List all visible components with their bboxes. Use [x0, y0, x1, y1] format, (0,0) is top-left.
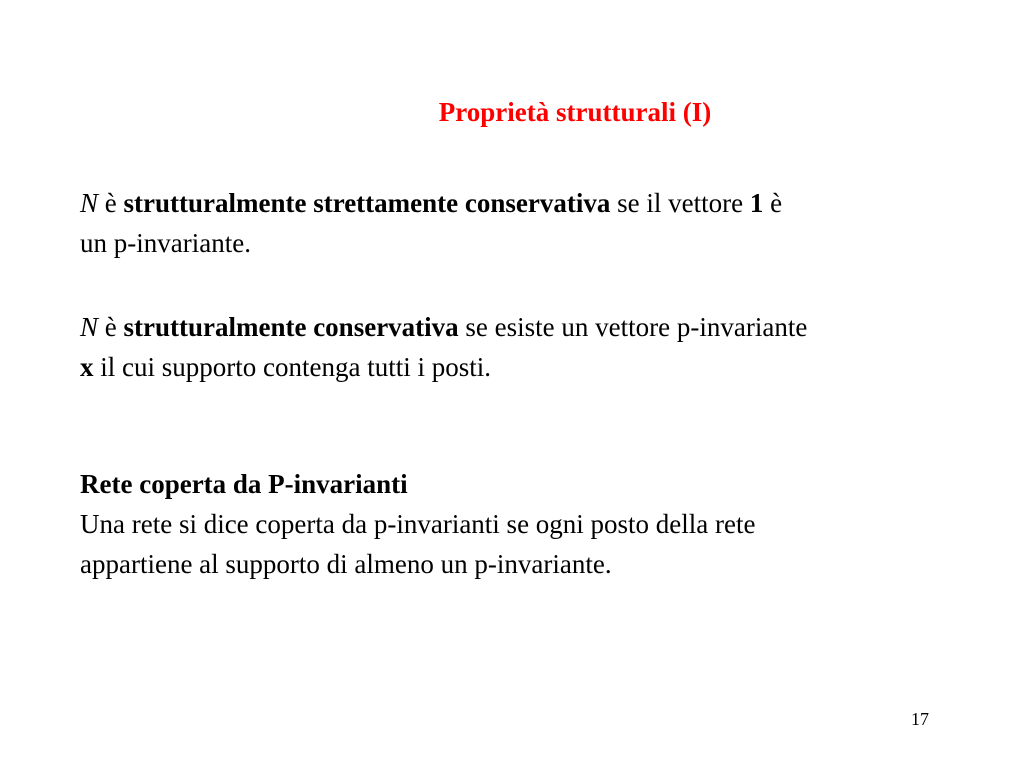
- definition-covered-net: [80, 464, 1010, 584]
- definition-line: [80, 347, 1010, 387]
- definition-text: il cui supporto contenga tutti i posti.: [93, 352, 491, 382]
- verb-text: è: [98, 312, 124, 342]
- definition-text: se esiste un vettore p-invariante: [458, 312, 808, 342]
- definition-line: appartiene al supporto di almeno un p-invariante.: [80, 549, 612, 579]
- definition-conservative: [80, 307, 1010, 387]
- definition-line: Una rete si dice coperta da p-invarianti se ogni posto della rete: [80, 509, 756, 539]
- definition-text: se il vettore: [610, 188, 750, 218]
- definition-strictly-conservative: [80, 183, 1010, 263]
- page-number: 17: [911, 709, 929, 729]
- net-symbol: N: [80, 312, 99, 342]
- definition-line: un p-invariante.: [80, 228, 251, 258]
- net-symbol: N: [80, 188, 99, 218]
- defined-term: strutturalmente conservativa: [123, 312, 459, 342]
- slide-title: Proprietà strutturali (I): [438, 97, 712, 127]
- verb-text: è: [98, 188, 124, 218]
- section-heading: Rete coperta da P-invarianti: [80, 469, 408, 499]
- definition-text-tail: è: [763, 188, 783, 218]
- definition-line: [80, 183, 1010, 223]
- defined-term: strutturalmente strettamente conservativa: [123, 188, 611, 218]
- vector-symbol: 1: [749, 188, 764, 218]
- definition-line: [80, 307, 1010, 347]
- vector-symbol: x: [80, 352, 94, 382]
